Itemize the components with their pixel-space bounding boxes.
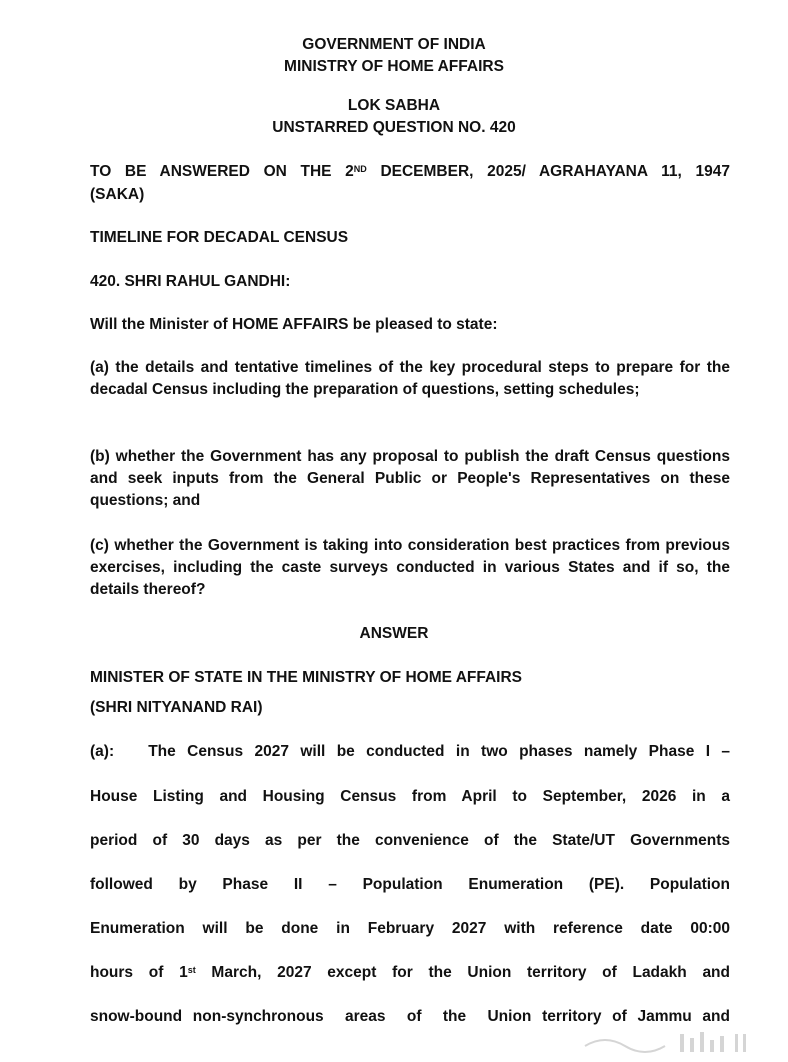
answer-heading: ANSWER [359,625,429,642]
question-a: (a) the details and tentative timelines of the key procedural steps to prepare for the decadal Census including the preparation of questions, setting schedules; [90,359,730,398]
line6-superscript: st [187,965,196,975]
answer-line-1: (a): The Census 2027 will be conducted in two phases namely Phase I – [90,743,730,760]
answer-line-2: House Listing and Housing Census from April to September, 2026 in a [90,788,730,805]
answer-line-6: hours of 1st March, 2027 except for the Union territory of Ladakh and [90,964,730,981]
asked-by: 420. SHRI RAHUL GANDHI: [90,273,291,290]
date-superscript: ND [353,164,367,174]
answer-line-5: Enumeration will be done in February 2027 with reference date 00:00 [90,920,730,937]
minister-title: MINISTER OF STATE IN THE MINISTRY OF HOME AFFAIRS [90,669,522,686]
question-c: (c) whether the Government is taking into consideration best practices from previous exercises, including the caste surveys conducted in various States and if so, the details thereof? [90,537,730,598]
answer-date-saka: (SAKA) [90,186,145,203]
answer-line-7: snow-bound non-synchronous areas of the Union territory of Jammu and [90,1008,730,1025]
answer-line-4: followed by Phase II – Population Enumeration (PE). Population [90,876,730,893]
header-question-number: UNSTARRED QUESTION NO. 420 [272,119,516,136]
answer-date-line: TO BE ANSWERED ON THE 2ND DECEMBER, 2025/ AGRAHAYANA 11, 1947 [90,163,730,180]
question-b: (b) whether the Government has any proposal to publish the draft Census questions and seek inputs from the General Public or People's Representatives on these questions; and [90,448,730,509]
answer-line-3: period of 30 days as per the convenience of the State/UT Governments [90,832,730,849]
header-ministry: MINISTRY OF HOME AFFAIRS [284,58,504,75]
minister-name: (SHRI NITYANAND RAI) [90,699,263,716]
header-house: LOK SABHA [347,97,441,114]
subject-title: TIMELINE FOR DECADAL CENSUS [90,229,349,246]
header-government: GOVERNMENT OF INDIA [302,36,486,53]
question-intro: Will the Minister of HOME AFFAIRS be pleased to state: [90,316,498,333]
watermark-logo-icon [575,1028,785,1058]
